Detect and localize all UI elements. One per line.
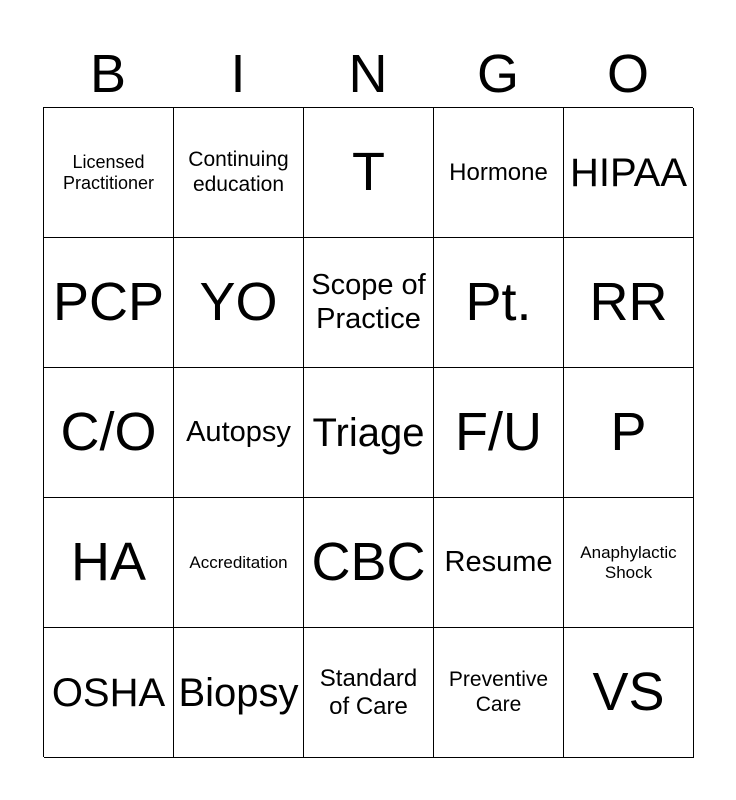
bingo-cell[interactable] xyxy=(564,108,694,238)
bingo-cell[interactable] xyxy=(434,628,564,758)
cell-text: Licensed Practitioner xyxy=(62,151,155,193)
cell-text: Standard of Care xyxy=(319,664,418,720)
bingo-cell[interactable] xyxy=(304,628,434,758)
cell-text: C/O xyxy=(60,402,157,463)
cell-text: RR xyxy=(589,272,668,333)
cell-text: Accreditation xyxy=(189,552,288,572)
cell-text: Anaphylactic Shock xyxy=(580,542,677,582)
bingo-cell[interactable] xyxy=(174,108,304,238)
cell-text: Hormone xyxy=(449,158,548,186)
cell-text: OSHA xyxy=(51,670,166,715)
bingo-cell[interactable] xyxy=(564,628,694,758)
header-letter-b: B xyxy=(89,44,127,104)
header-letter-o: O xyxy=(606,44,649,104)
cell-text: Triage xyxy=(312,410,425,455)
bingo-cell[interactable] xyxy=(434,108,564,238)
bingo-cell[interactable] xyxy=(44,498,174,628)
cell-text: CBC xyxy=(311,532,426,593)
cell-text: T xyxy=(352,142,385,203)
bingo-cell[interactable] xyxy=(44,368,174,498)
bingo-cell[interactable] xyxy=(434,498,564,628)
cell-text: HIPAA xyxy=(569,150,688,195)
bingo-cell[interactable] xyxy=(174,238,304,368)
cell-text: PCP xyxy=(52,272,165,333)
bingo-cell[interactable] xyxy=(304,368,434,498)
bingo-cell[interactable] xyxy=(434,368,564,498)
header-letter-g: G xyxy=(476,44,519,104)
bingo-cell[interactable] xyxy=(44,628,174,758)
header-letter-n: N xyxy=(348,44,388,104)
cell-text: HA xyxy=(70,532,146,593)
cell-text: Preventive Care xyxy=(448,668,549,716)
bingo-cell[interactable] xyxy=(564,498,694,628)
cell-text: YO xyxy=(199,272,278,333)
cell-text: Pt. xyxy=(465,272,532,333)
bingo-cell[interactable] xyxy=(174,498,304,628)
bingo-cell[interactable] xyxy=(304,498,434,628)
cell-text: VS xyxy=(592,662,665,723)
cell-text: Autopsy xyxy=(186,415,291,448)
bingo-cell[interactable] xyxy=(564,238,694,368)
bingo-cell[interactable] xyxy=(304,238,434,368)
cell-text: F/U xyxy=(455,402,542,463)
bingo-cell[interactable] xyxy=(174,628,304,758)
bingo-cell[interactable] xyxy=(44,238,174,368)
bingo-cell[interactable] xyxy=(44,108,174,238)
bingo-cell[interactable] xyxy=(564,368,694,498)
bingo-cell[interactable] xyxy=(434,238,564,368)
cell-text: Scope of Practice xyxy=(311,269,426,335)
cell-text: Biopsy xyxy=(178,670,299,715)
cell-text: Continuing education xyxy=(188,148,289,196)
bingo-cell[interactable] xyxy=(304,108,434,238)
bingo-header xyxy=(43,40,693,108)
cell-text: P xyxy=(610,402,647,463)
bingo-board xyxy=(43,107,693,757)
cell-text: Resume xyxy=(444,545,553,578)
bingo-cell[interactable] xyxy=(174,368,304,498)
header-letter-i: I xyxy=(230,44,246,104)
